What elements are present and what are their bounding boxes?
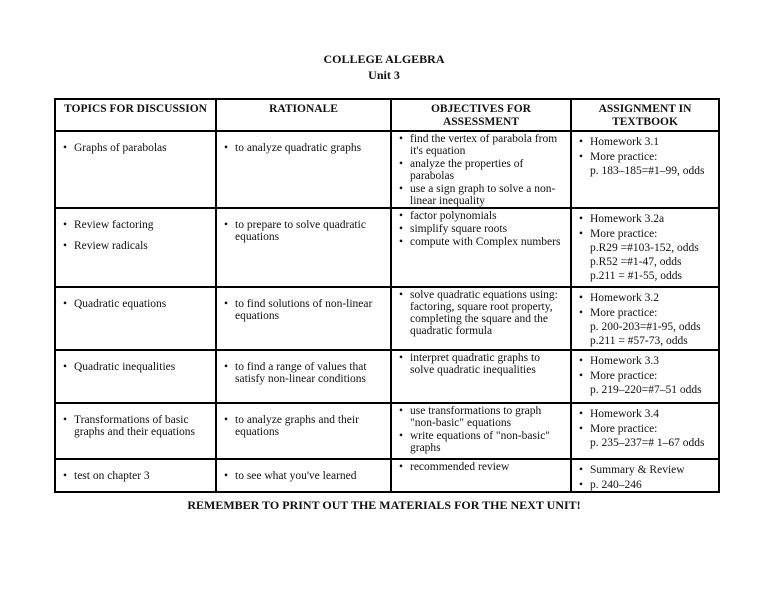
bullet-list [60,298,211,310]
list-item: • to find a range of values that satisfy non-linear conditions [235,361,386,385]
topics-cell [55,287,216,350]
table-body [55,131,719,492]
table-row [55,350,719,403]
list-item: • interpret quadratic graphs to solve quadratic inequalities [410,352,566,376]
footer-reminder: REMEMBER TO PRINT OUT THE MATERIALS FOR THE NEXT UNIT! [187,498,581,512]
rationale-cell [216,459,391,492]
list-item: • test on chapter 3 [74,470,211,482]
objectives-cell [391,403,571,459]
bullet-list [576,136,714,177]
topics-cell [55,459,216,492]
bullet-list [221,219,386,243]
rationale-cell [216,208,391,287]
assignment-cell [571,403,719,459]
objectives-cell [391,459,571,492]
list-item: • to analyze quadratic graphs [235,142,386,154]
bullet-list [576,408,714,449]
document-title: COLLEGE ALGEBRA [323,52,445,66]
unit-schedule-table [54,98,720,493]
list-item: • Transformations of basic graphs and their equations [74,414,211,438]
bullet-list [396,405,566,454]
list-item: p.211 = #57-73, odds [590,335,688,347]
list-item: • p. 240–246 [590,479,714,491]
header-objectives: OBJECTIVES FOR ASSESSMENT [391,99,571,131]
list-item: • to prepare to solve quadratic equations [235,219,386,243]
header-rationale: RATIONALE [216,99,391,131]
list-item: • Homework 3.2 [590,292,714,304]
list-item: • to analyze graphs and their equations [235,414,386,438]
objectives-cell [391,208,571,287]
list-item: • Review radicals [74,240,211,252]
list-item: p. 219–220=#7–51 odds [590,384,702,396]
list-item: • to see what you've learned [235,470,386,482]
table-row [55,208,719,287]
list-item: • recommended review [410,461,566,473]
bullet-list [221,361,386,385]
list-item: • find the vertex of parabola from it's equation [410,133,566,157]
bullet-list [396,461,566,473]
rationale-cell [216,287,391,350]
assignment-cell [571,131,719,208]
list-item: • Homework 3.4 [590,408,714,420]
list-item: • simplify square roots [410,223,566,235]
rationale-cell [216,350,391,403]
bullet-list [396,133,566,207]
assignment-cell [571,350,719,403]
list-item: • Review factoring [74,219,211,231]
table-row [55,459,719,492]
list-item: • write equations of "non-basic" graphs [410,430,566,454]
bullet-list [60,470,211,482]
topics-cell [55,208,216,287]
bullet-list [396,289,566,337]
list-item: • Quadratic inequalities [74,361,211,373]
document-subtitle: Unit 3 [368,68,400,82]
bullet-list [396,210,566,248]
list-item: p. 235–237=# 1–67 odds [590,437,705,449]
list-item: • Summary & Review [590,464,714,476]
table-header-row [55,99,719,131]
list-item: p.211 = #1-55, odds [590,270,682,282]
assignment-cell [571,459,719,492]
bullet-list [60,219,211,252]
list-item: • to find solutions of non-linear equations [235,298,386,322]
list-item: • analyze the properties of parabolas [410,158,566,182]
table-row [55,403,719,459]
topics-cell [55,403,216,459]
list-item: p.R29 =#103-152, odds [590,242,699,254]
bullet-list [396,352,566,376]
table-row [55,287,719,350]
bullet-list [60,414,211,438]
list-item: • factor polynomials [410,210,566,222]
bullet-list [576,464,714,491]
list-item: p. 200-203=#1-95, odds [590,321,701,333]
assignment-cell [571,287,719,350]
bullet-list [576,292,714,347]
header-topics: TOPICS FOR DISCUSSION [55,99,216,131]
list-item: • More practice: [590,151,714,163]
bullet-list [221,414,386,438]
header-assignment: ASSIGNMENT IN TEXTBOOK [571,99,719,131]
list-item: p. 183–185=#1–99, odds [590,165,705,177]
bullet-list [60,142,211,154]
objectives-cell [391,287,571,350]
rationale-cell [216,131,391,208]
list-item: • use transformations to graph "non-basic" equations [410,405,566,429]
list-item: • compute with Complex numbers [410,236,566,248]
list-item: • More practice: [590,228,714,240]
list-item: • Homework 3.1 [590,136,714,148]
bullet-list [576,213,714,282]
list-item: • solve quadratic equations using: factoring, square root property, completing the square and the quadratic formula [410,289,566,337]
bullet-list [221,470,386,482]
list-item: • Graphs of parabolas [74,142,211,154]
bullet-list [576,355,714,396]
table-row [55,131,719,208]
bullet-list [221,298,386,322]
list-item: p.R52 =#1-47, odds [590,256,682,268]
list-item: • More practice: [590,423,714,435]
list-item: • Homework 3.2a [590,213,714,225]
objectives-cell [391,350,571,403]
list-item: • use a sign graph to solve a non-linear inequality [410,183,566,207]
list-item: • More practice: [590,370,714,382]
topics-cell [55,350,216,403]
objectives-cell [391,131,571,208]
topics-cell [55,131,216,208]
bullet-list [221,142,386,154]
list-item: • Quadratic equations [74,298,211,310]
assignment-cell [571,208,719,287]
rationale-cell [216,403,391,459]
list-item: • More practice: [590,307,714,319]
bullet-list [60,361,211,373]
list-item: • Homework 3.3 [590,355,714,367]
